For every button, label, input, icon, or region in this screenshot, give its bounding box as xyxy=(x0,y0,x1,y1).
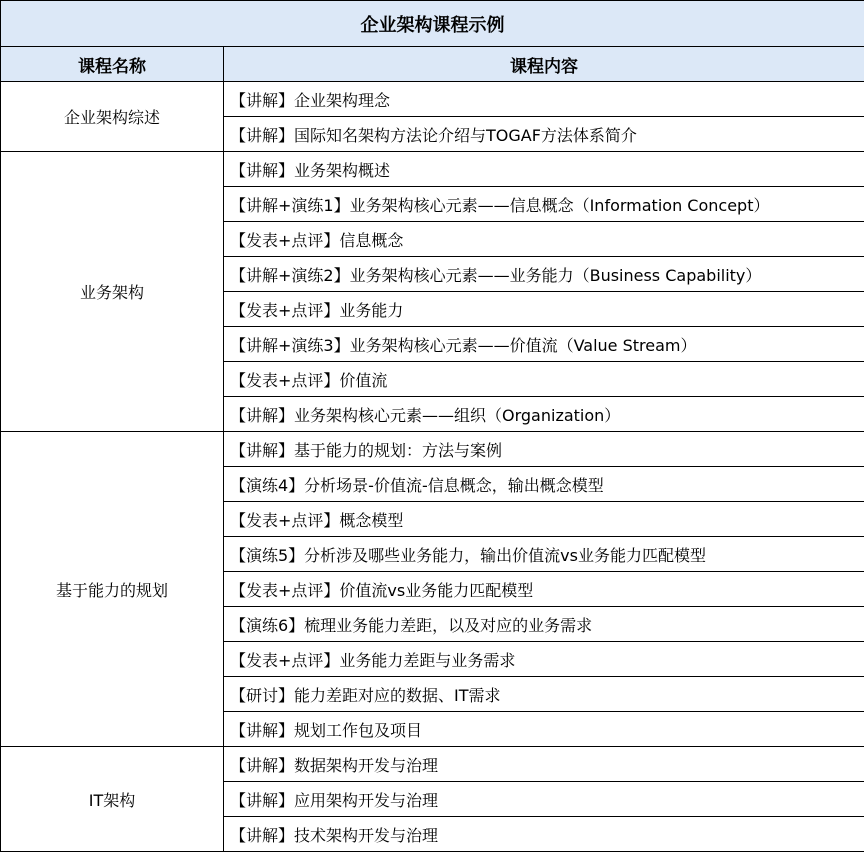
course-content-cell: 【讲解+演练3】业务架构核心元素——价值流（Value Stream） xyxy=(224,327,864,362)
course-content-cell: 【讲解】规划工作包及项目 xyxy=(224,712,864,747)
course-content-cell: 【演练6】梳理业务能力差距，以及对应的业务需求 xyxy=(224,607,864,642)
course-content-cell: 【讲解】技术架构开发与治理 xyxy=(224,817,864,852)
course-content-cell: 【讲解】数据架构开发与治理 xyxy=(224,747,864,782)
course-name-cell: 企业架构综述 xyxy=(1,82,224,152)
table-row xyxy=(1,432,864,467)
course-name-cell: 基于能力的规划 xyxy=(1,432,224,747)
header-course-name: 课程名称 xyxy=(1,47,224,82)
title-row xyxy=(1,1,864,47)
table-title: 企业架构课程示例 xyxy=(1,1,864,47)
course-content-cell: 【讲解】企业架构理念 xyxy=(224,82,864,117)
header-row xyxy=(1,47,864,82)
table-row xyxy=(1,152,864,187)
table-row xyxy=(1,82,864,117)
course-content-cell: 【研讨】能力差距对应的数据、IT需求 xyxy=(224,677,864,712)
header-course-content: 课程内容 xyxy=(224,47,864,82)
course-name-cell: IT架构 xyxy=(1,747,224,852)
course-content-cell: 【讲解+演练1】业务架构核心元素——信息概念（Information Concept） xyxy=(224,187,864,222)
course-content-cell: 【演练4】分析场景-价值流-信息概念，输出概念模型 xyxy=(224,467,864,502)
course-name-cell: 业务架构 xyxy=(1,152,224,432)
course-content-cell: 【讲解】基于能力的规划：方法与案例 xyxy=(224,432,864,467)
course-content-cell: 【发表+点评】概念模型 xyxy=(224,502,864,537)
course-content-cell: 【发表+点评】价值流 xyxy=(224,362,864,397)
course-content-cell: 【发表+点评】业务能力差距与业务需求 xyxy=(224,642,864,677)
course-content-cell: 【讲解】应用架构开发与治理 xyxy=(224,782,864,817)
course-content-cell: 【讲解】业务架构概述 xyxy=(224,152,864,187)
course-body xyxy=(1,82,864,852)
course-content-cell: 【讲解】国际知名架构方法论介绍与TOGAF方法体系简介 xyxy=(224,117,864,152)
course-content-cell: 【发表+点评】信息概念 xyxy=(224,222,864,257)
course-content-cell: 【发表+点评】业务能力 xyxy=(224,292,864,327)
course-content-cell: 【讲解】业务架构核心元素——组织（Organization） xyxy=(224,397,864,432)
table-row xyxy=(1,747,864,782)
course-content-cell: 【发表+点评】价值流vs业务能力匹配模型 xyxy=(224,572,864,607)
course-content-cell: 【讲解+演练2】业务架构核心元素——业务能力（Business Capability） xyxy=(224,257,864,292)
course-content-cell: 【演练5】分析涉及哪些业务能力，输出价值流vs业务能力匹配模型 xyxy=(224,537,864,572)
